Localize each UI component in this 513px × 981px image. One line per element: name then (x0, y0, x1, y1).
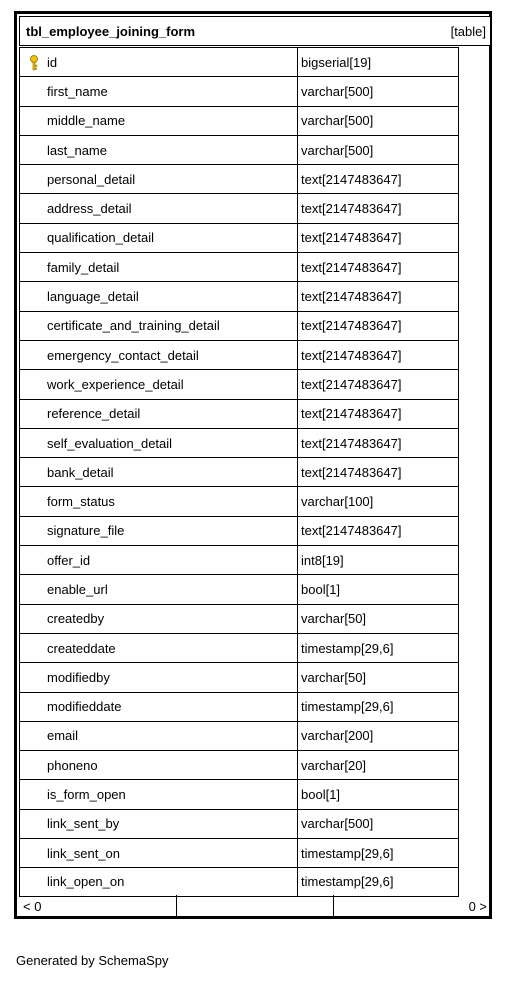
column-type: bigserial[19] (301, 54, 372, 70)
column-row (20, 867, 458, 896)
column-name: link_sent_on (47, 845, 120, 861)
column-name-cell (20, 282, 298, 310)
column-name: bank_detail (47, 464, 114, 480)
column-name: createddate (47, 640, 116, 656)
column-type: bool[1] (301, 581, 341, 597)
column-row (20, 311, 458, 340)
column-name: family_detail (47, 259, 120, 275)
column-type: text[2147483647] (301, 347, 402, 363)
column-name: email (47, 728, 79, 744)
column-type: varchar[100] (301, 494, 374, 510)
column-row (20, 633, 458, 662)
column-name-cell (20, 487, 298, 515)
column-row (20, 457, 458, 486)
column-name: emergency_contact_detail (47, 347, 199, 363)
column-row (20, 135, 458, 164)
column-row (20, 838, 458, 867)
column-name: first_name (47, 83, 108, 99)
column-type: varchar[200] (301, 728, 374, 744)
column-type: text[2147483647] (301, 171, 402, 187)
generated-by-text: Generated by SchemaSpy (16, 953, 169, 968)
column-type: varchar[500] (301, 816, 374, 832)
column-name-cell (20, 722, 298, 750)
column-type: text[2147483647] (301, 259, 402, 275)
column-name: is_form_open (47, 787, 126, 803)
column-name-cell (20, 77, 298, 105)
column-list (19, 47, 459, 897)
column-row (20, 369, 458, 398)
column-row (20, 486, 458, 515)
column-name: address_detail (47, 201, 132, 217)
column-name: modifieddate (47, 699, 122, 715)
column-type: text[2147483647] (301, 435, 402, 451)
footer-children-count: 0 > (468, 898, 488, 914)
column-name-cell (20, 868, 298, 895)
column-name-cell (20, 693, 298, 721)
column-name-cell (20, 517, 298, 545)
table-name: tbl_employee_joining_form (26, 23, 196, 39)
column-type: text[2147483647] (301, 523, 402, 539)
column-type: text[2147483647] (301, 201, 402, 217)
column-row (20, 604, 458, 633)
column-name: phoneno (47, 757, 98, 773)
column-name-cell (20, 546, 298, 574)
column-type: timestamp[29,6] (301, 845, 394, 861)
column-type: text[2147483647] (301, 406, 402, 422)
footer-middle (176, 895, 335, 917)
column-name: language_detail (47, 289, 139, 305)
column-name: work_experience_detail (47, 376, 184, 392)
table-header (19, 16, 491, 46)
column-name: reference_detail (47, 406, 141, 422)
column-type: text[2147483647] (301, 318, 402, 334)
column-row (20, 164, 458, 193)
column-row (20, 76, 458, 105)
column-type: timestamp[29,6] (301, 640, 394, 656)
column-type: varchar[50] (301, 669, 367, 685)
table-kind: [table] (450, 23, 486, 39)
column-type: varchar[20] (301, 757, 367, 773)
column-name-cell (20, 810, 298, 838)
column-row (20, 340, 458, 369)
column-row (20, 106, 458, 135)
column-type: text[2147483647] (301, 376, 402, 392)
column-name-cell (20, 194, 298, 222)
column-row (20, 47, 458, 76)
column-type: varchar[50] (301, 611, 367, 627)
column-name: signature_file (47, 523, 125, 539)
column-name: qualification_detail (47, 230, 154, 246)
column-row (20, 574, 458, 603)
column-name: self_evaluation_detail (47, 435, 173, 451)
column-name-cell (20, 107, 298, 135)
column-row (20, 662, 458, 691)
column-name: certificate_and_training_detail (47, 318, 220, 334)
table-footer (19, 895, 491, 917)
column-name-cell (20, 839, 298, 867)
column-name-cell (20, 751, 298, 779)
column-row (20, 281, 458, 310)
column-row (20, 193, 458, 222)
column-type: varchar[500] (301, 142, 374, 158)
column-row (20, 750, 458, 779)
column-name: middle_name (47, 113, 126, 129)
column-name-cell (20, 136, 298, 164)
column-name: enable_url (47, 581, 108, 597)
column-row (20, 399, 458, 428)
column-name: id (47, 54, 58, 70)
column-name: link_sent_by (47, 816, 120, 832)
column-row (20, 692, 458, 721)
column-type: text[2147483647] (301, 230, 402, 246)
column-name-cell (20, 780, 298, 808)
column-row (20, 428, 458, 457)
column-name-cell (20, 370, 298, 398)
column-name: modifiedby (47, 669, 110, 685)
column-name-cell (20, 429, 298, 457)
column-name-cell (20, 458, 298, 486)
column-name-cell (20, 312, 298, 340)
table-box (14, 11, 492, 919)
column-type: bool[1] (301, 787, 341, 803)
column-name-cell (20, 634, 298, 662)
column-type: varchar[500] (301, 113, 374, 129)
column-name-cell (20, 48, 298, 76)
column-type: varchar[500] (301, 83, 374, 99)
column-type: timestamp[29,6] (301, 874, 394, 890)
column-row (20, 779, 458, 808)
column-name: createdby (47, 611, 105, 627)
column-name: personal_detail (47, 171, 136, 187)
column-name-cell (20, 605, 298, 633)
column-row (20, 516, 458, 545)
column-row (20, 809, 458, 838)
column-row (20, 545, 458, 574)
column-name-cell (20, 663, 298, 691)
column-name: last_name (47, 142, 107, 158)
column-type: timestamp[29,6] (301, 699, 394, 715)
column-type: text[2147483647] (301, 289, 402, 305)
column-name-cell (20, 253, 298, 281)
column-row (20, 252, 458, 281)
footer-parents-count: < 0 (23, 898, 42, 914)
column-name: offer_id (47, 552, 91, 568)
column-name-cell (20, 224, 298, 252)
column-row (20, 721, 458, 750)
column-name-cell (20, 400, 298, 428)
column-type: int8[19] (301, 552, 344, 568)
column-type: text[2147483647] (301, 464, 402, 480)
column-name-cell (20, 575, 298, 603)
column-name-cell (20, 341, 298, 369)
column-name: link_open_on (47, 874, 125, 890)
column-row (20, 223, 458, 252)
primary-key-icon (28, 55, 40, 71)
column-name: form_status (47, 494, 115, 510)
column-name-cell (20, 165, 298, 193)
